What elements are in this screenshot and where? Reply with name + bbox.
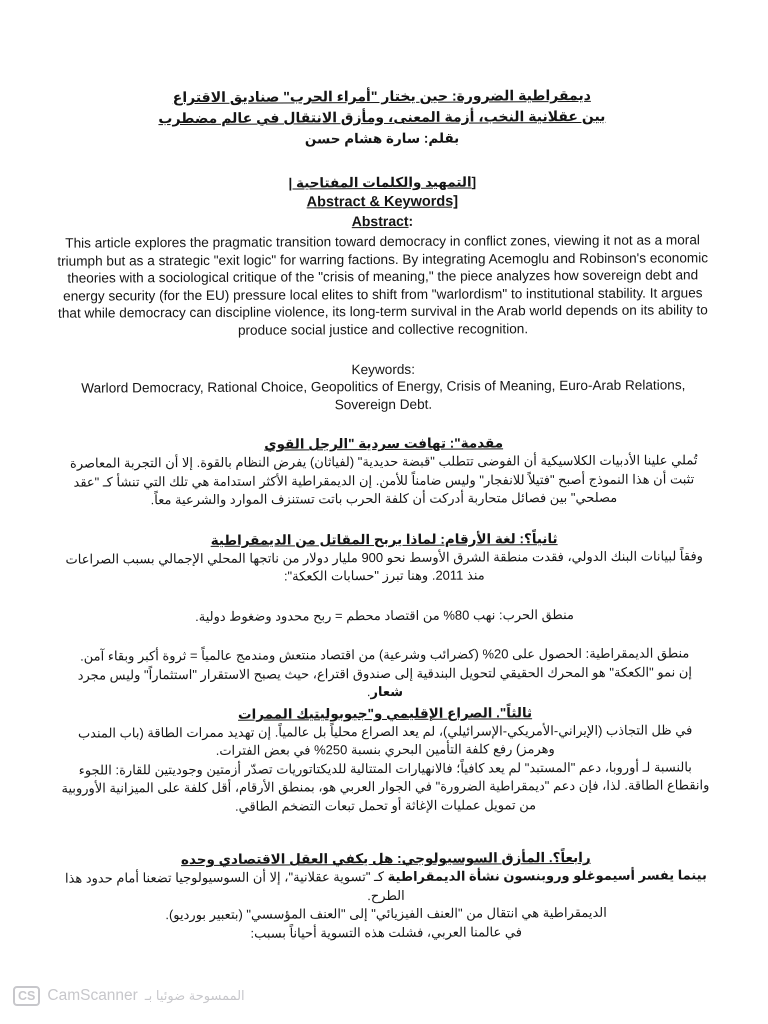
section-3-heading: ثالثاً". الصراع الإقليمي و"جيوبوليتيك الممرات (237, 705, 533, 722)
byline: بقلم: سارة هشام حسن (304, 130, 460, 147)
section-4-paragraph-2: الديمقراطية هي انتقال من "العنف الفيزيائي" إلى "العنف المؤسسي" (بتعبير بورديو). (165, 905, 607, 923)
section-4-bold-run: بينما يفسر أسيموغلو وروبنسون نشأة الديمقراطية (387, 867, 707, 885)
growth-line-text: إن نمو "الكعكة" هو المحرك الحقيقي لتحويل البندقية إلى صندوق اقتراع، حيث يصبح الاستقرار "استثماراً" وليس مجرد (77, 664, 693, 683)
section-2-heading: ثانياً؟: لغة الأرقام: لماذا يربح المقاتل من الديمقراطية (210, 530, 558, 548)
section-4-regular-run: كـ "تسوية عقلانية"، إلا أن السوسيولوجيا تضعنا أمام حدود هذا الطرح. (64, 869, 405, 903)
section-1-heading: مقدمة": تهافت سردية "الرجل القوي (264, 435, 504, 452)
camscanner-arabic-text: الممسوحة ضوئيا بـ (144, 988, 245, 1003)
section-4-paragraph-3: في عالمنا العربي، فشلت هذه التسوية أحياناً بسبب: (250, 924, 522, 941)
section-4-heading: رابعاً؟. المأزق السوسيولوجي: هل يكفي العقل الاقتصادي وحده (180, 850, 591, 868)
abstract-paragraph: This article explores the pragmatic transition toward democracy in conflict zones, viewing it not as a moral triumph but as a strategic "exit logic" for warring factions. By integrating Acemoglu and Robinson's economic theories with a sociological critique of the "crisis of meaning," the piece analyzes how sovereign debt and energy security (for the EU) pressure local elites to shift from "warlordism" to institutional stability. It argues that while democracy can discipline violence, its long-term survival in the Arab world depends on its ability to produce social justice and collective recognition. (57, 232, 709, 338)
camscanner-logo-icon: CS (13, 986, 40, 1006)
abstract-heading-colon: : (408, 212, 414, 229)
section-4-paragraph-1 (60, 867, 712, 907)
section-1-paragraph: تُملي علينا الأدبيات الكلاسيكية أن الفوضى تتطلب "قبضة حديدية" (لفياثان) يفرض النظام بالقوة. إلا أن التجربة المعاصرة تثبت أن هذا النموذج أصبح "فتيلاً للانفجار" وليس ضامناً للأمن. إن الديمقراطية الأكثر استدامة هي تلك التي تنشأ كـ "عقد مصلحي" بين فصائل متحاربة أدركت أن كلفة الحرب باتت تستنزف الموارد والشرعية معاً. (69, 452, 698, 508)
camscanner-brand-text: CamScanner (47, 987, 138, 1004)
preamble-header-arabic: | التمهيد والكلمات المفتاحية] (288, 174, 477, 191)
section-3-paragraph-1: في ظل التجاذب (الإيراني-الأمريكي-الإسرائيلي)، لم يعد الصراع محلياً بل عالمياً. إن تهديد ممرات الطاقة (باب المندب وهرمز) رفع كلفة التأمين البحري بنسبة 250% في بعض الفترات. (77, 722, 693, 759)
camscanner-watermark (13, 986, 245, 1006)
document-content (56, 84, 712, 944)
page-title-line-1: ديمقراطية الضرورة: حين يختار "أمراء الحرب" صناديق الاقتراع (172, 86, 591, 106)
growth-line (59, 663, 711, 703)
abstract-heading-word: Abstract (351, 212, 409, 230)
preamble-header-english: Abstract & Keywords] (306, 193, 459, 211)
growth-line-period: . (366, 684, 371, 700)
section-3-paragraph-2: بالنسبة لـ أوروبا، دعم "المستبد" لم يعد كافياً؛ فالانهيارات المتتالية للديكتاتوريات تصدّر أزمتين وجوديتين للقارة: اللجوء وانقطاع الطاقة. لذا، فإن دعم "ديمقراطية الضرورة" في الجوار العربي هو، بمنطق الأرقام، أقل كلفة على الميزانية الأوروبية من تمويل عمليات الإغاثة أو تحمل تبعات التضخم الطاقي. (61, 759, 710, 814)
page-title-line-2: بين عقلانية النخب، أزمة المعنى، ومأزق الانتقال في عالم مضطرب (158, 107, 606, 127)
section-2-paragraph: وفقاً لبيانات البنك الدولي، فقدت منطقة الشرق الأوسط نحو 900 مليار دولار من ناتجها المحلي الإجمالي بسبب الصراعات منذ 2011. وهنا تبرز "حسابات الكعكة": (65, 548, 703, 584)
war-logic-line: منطق الحرب: نهب 80% من اقتصاد محطم = ربح محدود وضغوط دولية. (195, 606, 574, 624)
growth-line-bold-word: شعار (370, 684, 404, 700)
keywords-heading: Keywords: (351, 361, 416, 377)
title-block (56, 84, 708, 150)
keywords-list: Warlord Democracy, Rational Choice, Geopolitics of Energy, Crisis of Meaning, Euro-Arab Relations, Sovereign Debt. (81, 377, 686, 413)
democracy-logic-line: منطق الديمقراطية: الحصول على 20% (كضرائب وشرعية) من اقتصاد منتعش ومندمج عالمياً = ثروة أكبر وبقاء آمن. (80, 645, 690, 664)
abstract-heading (56, 210, 708, 232)
